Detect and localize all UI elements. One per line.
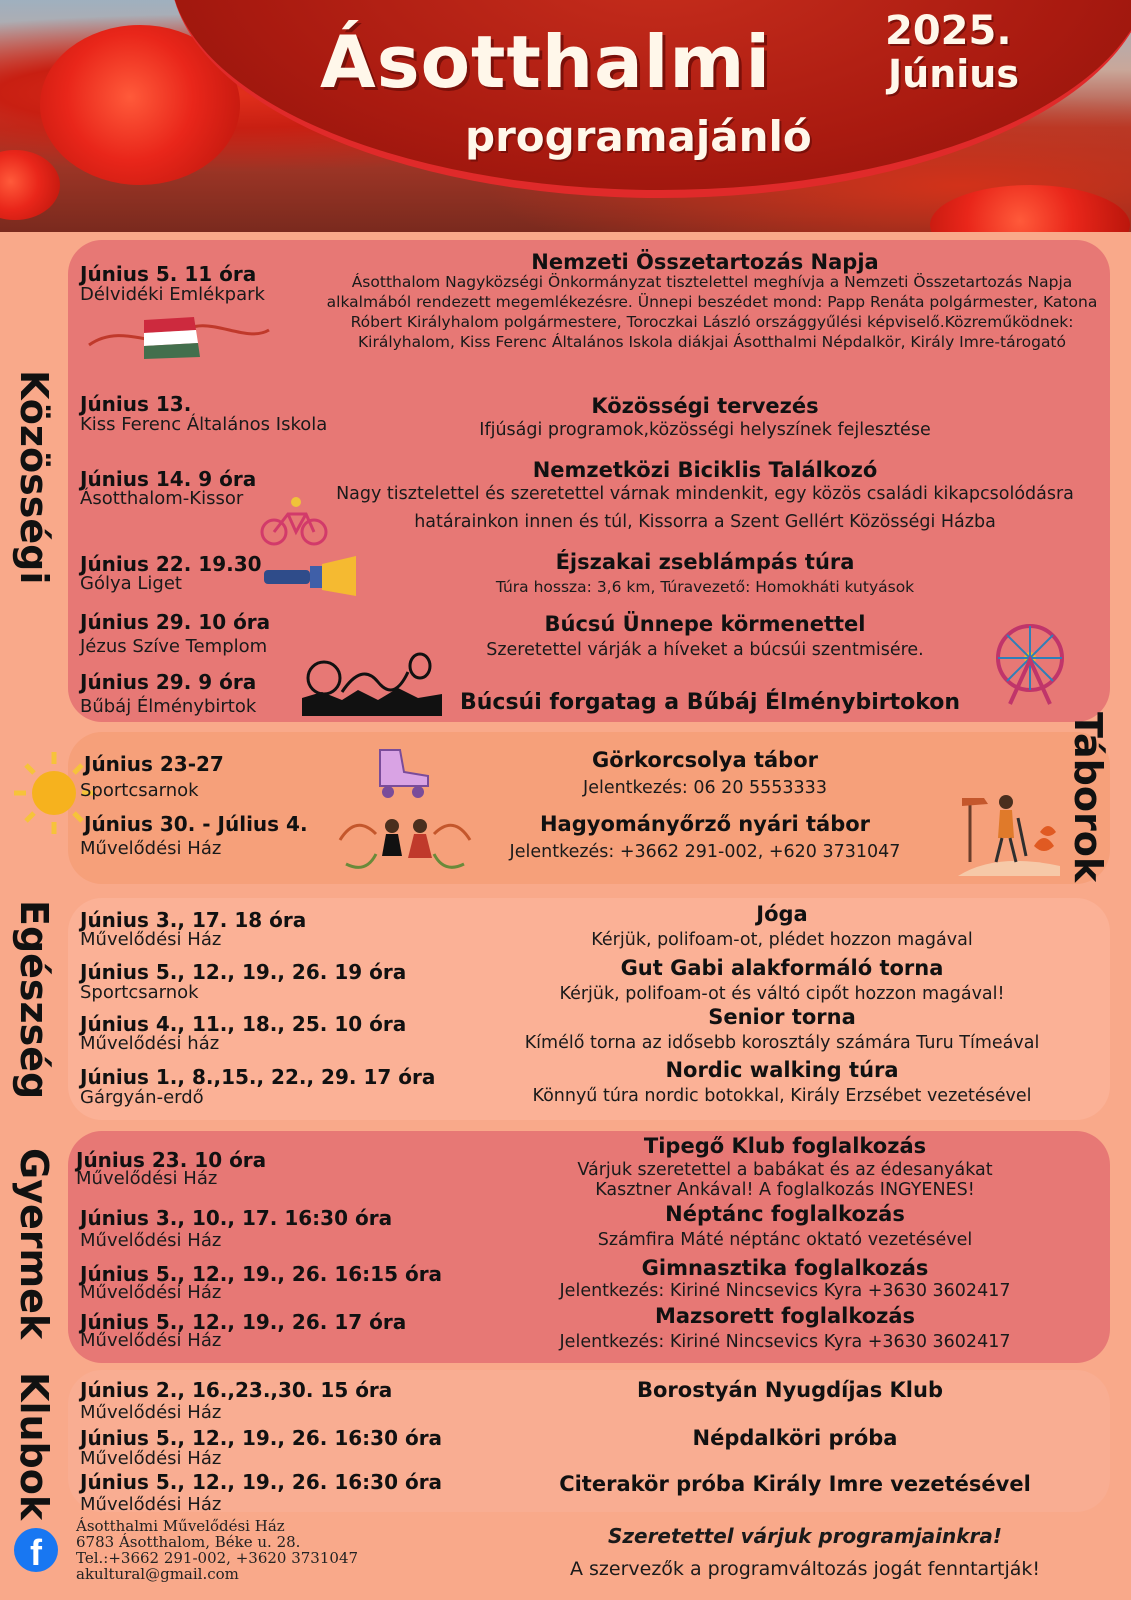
flashlight-icon [262,556,358,596]
event-title: Mazsorett foglalkozás [654,1304,916,1328]
hungarian-flag-ribbon-icon [84,315,274,365]
event-venue: Művelődési Ház [80,1230,222,1251]
notice-text: A szervezők a programváltozás jogát fenntartják! [569,1558,1041,1580]
event-description: Túra hossza: 3,6 km, Túravezető: Homokháti kutyások [495,578,915,596]
event-venue: Művelődési Ház [80,838,222,859]
event-venue: Gólya Liget [80,573,182,594]
event-date: Június 5., 12., 19., 26. 16:15 óra [80,1262,443,1286]
event-description: Kímélő torna az idősebb korosztály számára Turu Tímeával [524,1033,1040,1053]
event-venue: Művelődési Ház [80,1494,222,1515]
event-date: Június 23-27 [84,752,224,776]
month-label: Június [888,52,1019,96]
event-description: Jelentkezés: Kiriné Nincsevics Kyra +3630 3602417 [559,1332,1011,1352]
section-label-kozossegi: Közösségi [12,370,56,585]
event-title: Nordic walking túra [665,1058,899,1082]
page-subtitle: programajánló [465,112,812,161]
event-title: Senior torna [708,1005,856,1029]
event-description: Kérjük, polifoam-ot és váltó cipőt hozzon magával! [559,984,1005,1004]
event-title: Citerakör próba Király Imre vezetésével [559,1472,1031,1496]
event-venue: Művelődési Ház [76,1168,218,1189]
event-date: Június 23. 10 óra [76,1148,267,1172]
ferris-wheel-icon [990,620,1070,706]
page-title: Ásotthalmi [320,20,772,104]
welcome-text: Szeretettel várjuk programjainkra! [607,1524,1003,1548]
event-description: Jelentkezés: Kiriné Nincsevics Kyra +3630 3602417 [559,1281,1011,1301]
event-description: Kasztner Ankával! A foglalkozás INGYENES! [595,1180,975,1200]
event-description: Jelentkezés: 06 20 5553333 [583,778,827,798]
section-label-taborok: Táborok [1066,712,1110,883]
email: akultural@gmail.com [76,1565,239,1583]
event-title: Éjszakai zseblámpás túra [555,550,855,574]
amusement-park-icon [302,652,442,716]
header-banner [0,0,1131,232]
event-venue: Művelődési Ház [80,1282,222,1303]
event-title: Görkorcsolya tábor [592,748,818,772]
event-description: Könnyű túra nordic botokkal, Király Erzsébet vezetésével [532,1086,1032,1106]
event-description: Nagy tisztelettel és szeretettel várnak mindenkit, egy közös családi kikapcsolódásra [336,484,1074,504]
poppy-flower-image [930,185,1130,232]
event-title: Gut Gabi alakformáló torna [620,956,944,980]
event-venue: Délvidéki Emlékpark [80,284,265,305]
event-date: Június 1., 8.,15., 22., 29. 17 óra [80,1065,436,1089]
event-description: Számfira Máté néptánc oktató vezetésével [597,1230,973,1250]
event-description: Szeretettel várják a híveket a búcsúi szentmisére. [486,640,924,660]
section-label-egeszseg: Egészség [12,900,56,1100]
facebook-icon[interactable]: f [14,1528,58,1572]
roller-skate-icon [374,744,432,800]
contact-block [76,1518,358,1582]
event-date: Június 3., 17. 18 óra [80,908,307,932]
event-description: Kérjük, polifoam-ot, plédet hozzon magával [591,930,973,950]
event-date: Június 5., 12., 19., 26. 16:30 óra [80,1470,443,1494]
event-title: Tipegő Klub foglalkozás [643,1134,927,1158]
event-venue: Jézus Szíve Templom [80,636,268,657]
event-title: Búcsúi forgatag a Bűbáj Élménybirtokon [459,690,961,715]
event-date: Június 3., 10., 17. 16:30 óra [80,1206,393,1230]
event-title: Gimnasztika foglalkozás [641,1256,929,1280]
event-title: Hagyományőrző nyári tábor [539,812,871,836]
event-venue: Sportcsarnok [80,982,199,1003]
event-date: Június 29. 9 óra [80,670,257,694]
address: 6783 Ásotthalom, Béke u. 28. [76,1533,301,1551]
section-label-klubok: Klubok [12,1372,56,1521]
event-venue: Gárgyán-erdő [80,1087,204,1108]
event-venue: Bűbáj Élménybirtok [80,696,257,717]
event-date: Június 2., 16.,23.,30. 15 óra [80,1378,393,1402]
event-date: Június 22. 19.30 [80,552,262,576]
year-label: 2025. [885,8,1012,54]
event-venue: Művelődési ház [80,1033,220,1054]
event-date: Június 5., 12., 19., 26. 16:30 óra [80,1426,443,1450]
event-venue: Művelődési Ház [80,1402,222,1423]
hiker-icon [956,782,1060,876]
event-description: Várjuk szeretettel a babákat és az édesanyákat [577,1160,993,1180]
section-label-gyermek: Gyermek [12,1148,56,1340]
event-venue: Sportcsarnok [80,780,199,801]
event-date: Június 5. 11 óra [80,262,257,286]
folk-dancers-icon [336,804,474,876]
event-title: Jóga [756,902,808,926]
bicycle-icon [260,496,330,548]
event-title: Népdalköri próba [692,1426,898,1450]
event-title: Búcsú Ünnepe körmenettel [544,612,866,636]
event-title: Nemzeti Összetartozás Napja [531,250,879,274]
poppy-flower-image [0,150,60,220]
event-description: Jelentkezés: +3662 291-002, +620 3731047 [509,842,901,862]
event-date: Június 4., 11., 18., 25. 10 óra [80,1012,407,1036]
event-venue: Művelődési Ház [80,929,222,950]
event-title: Borostyán Nyugdíjas Klub [637,1378,943,1402]
event-venue: Ásotthalom-Kissor [80,488,244,509]
org-name: Ásotthalmi Művelődési Ház [76,1517,285,1535]
event-description: határainkon innen és túl, Kissorra a Szent Gellért Közösségi Házba [414,512,996,532]
event-date: Június 14. 9 óra [80,467,257,491]
event-description: Ifjúsági programok,közösségi helyszínek fejlesztése [479,420,931,440]
event-date: Június 5., 12., 19., 26. 17 óra [80,1310,407,1334]
event-description: Ásotthalom Nagyközségi Önkormányzat tisztelettel meghívja a Nemzeti Összetartozás Napja alkalmából rendezett megemlékezésre. Ünnepi beszédet mond: Papp Renáta polgármester, Katona Róbert Királyhalom polgármestere, Toroczkai László országgyűlési képviselő.Közreműködnek: Királyhalom, Kiss Ferenc Általános Iskola diákjai Ásotthalmi Népdalkör, Király Imre-tárogató [326,273,1098,351]
event-date: Június 5., 12., 19., 26. 19 óra [80,960,407,984]
event-date: Június 29. 10 óra [80,610,271,634]
event-date: Június 30. - Július 4. [84,812,308,836]
event-date: Június 13. [80,392,192,416]
event-venue: Művelődési Ház [80,1448,222,1469]
event-title: Néptánc foglalkozás [665,1202,905,1226]
event-venue: Művelődési Ház [80,1330,222,1351]
phone: Tel.:+3662 291-002, +3620 3731047 [76,1549,359,1567]
event-title: Nemzetközi Biciklis Találkozó [532,458,878,482]
event-title: Közösségi tervezés [591,394,819,418]
event-venue: Kiss Ferenc Általános Iskola [80,414,328,435]
